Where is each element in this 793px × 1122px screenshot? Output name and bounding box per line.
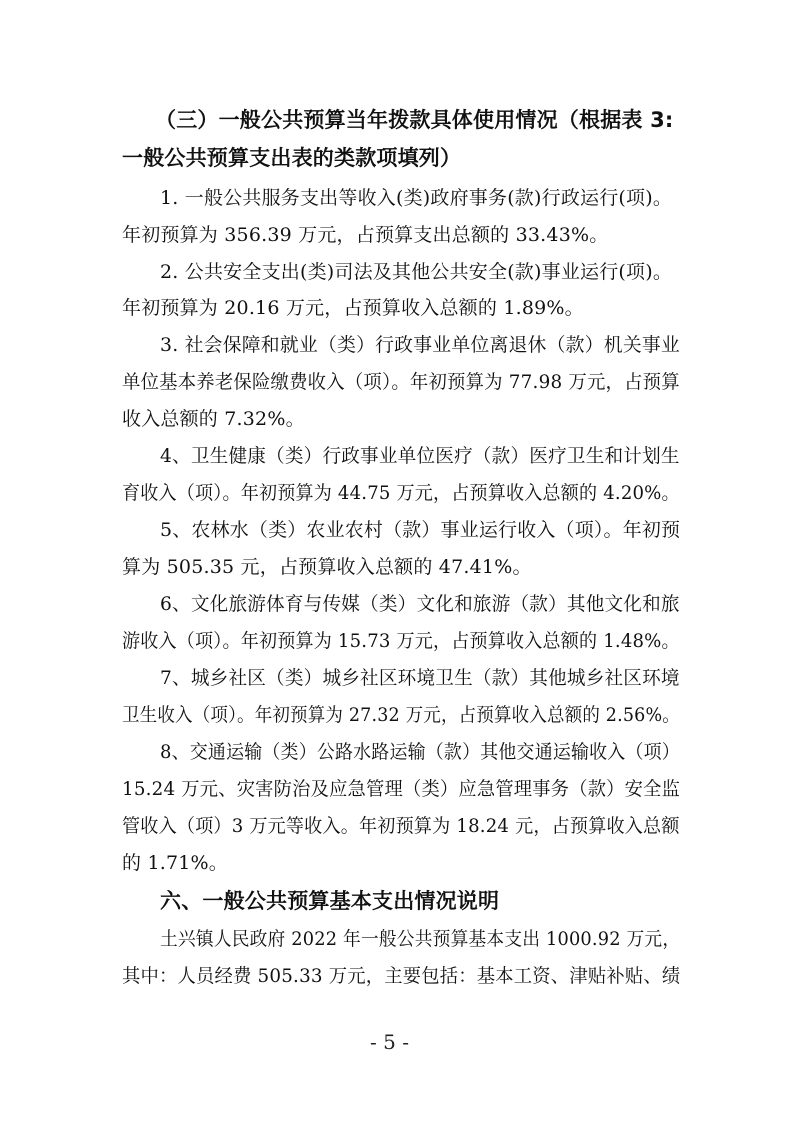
item-2-line-2: 年初预算为 20.16 万元，占预算收入总额的 1.89%。 xyxy=(122,297,584,319)
item-4-line-2: 育收入（项）。年初预算为 44.75 万元，占预算收入总额的 4.20%。 xyxy=(122,482,680,504)
section-3-heading-line-1: （三）一般公共预算当年拨款具体使用情况（根据表 3: xyxy=(155,108,674,132)
item-1-line-2: 年初预算为 356.39 万元，占预算支出总额的 33.43%。 xyxy=(122,224,609,246)
item-3-line-2: 单位基本养老保险缴费收入（项）。年初预算为 77.98 万元，占预算 xyxy=(122,371,680,393)
page-number: - 5 - xyxy=(370,1030,409,1054)
item-8-line-1: 8、交通运输（类）公路水路运输（款）其他交通运输收入（项） xyxy=(160,741,680,763)
item-3-line-3: 收入总额的 7.32%。 xyxy=(122,408,305,430)
item-8-line-2: 15.24 万元、灾害防治及应急管理（类）应急管理事务（款）安全监 xyxy=(122,778,681,800)
item-8-line-3: 管收入（项）3 万元等收入。年初预算为 18.24 元，占预算收入总额 xyxy=(122,815,680,837)
item-5-line-2: 算为 505.35 元，占预算收入总额的 47.41%。 xyxy=(122,556,532,578)
item-3-line-1: 3. 社会保障和就业（类）行政事业单位离退休（款）机关事业 xyxy=(160,334,681,356)
section-6-heading: 六、一般公共预算基本支出情况说明 xyxy=(160,889,500,913)
section-6-body-line-2: 其中：人员经费 505.33 万元，主要包括：基本工资、津贴补贴、绩 xyxy=(122,965,681,987)
item-7-line-1: 7、城乡社区（类）城乡社区环境卫生（款）其他城乡社区环境 xyxy=(160,667,680,689)
item-6-line-1: 6、文化旅游体育与传媒（类）文化和旅游（款）其他文化和旅 xyxy=(160,593,680,615)
section-6-body-line-1: 土兴镇人民政府 2022 年一般公共预算基本支出 1000.92 万元， xyxy=(160,928,681,950)
item-1-line-1: 1. 一般公共服务支出等收入(类)政府事务(款)行政运行(项)。 xyxy=(160,187,673,209)
item-2-line-1: 2. 公共安全支出(类)司法及其他公共安全(款)事业运行(项)。 xyxy=(160,261,673,283)
item-6-line-2: 游收入（项）。年初预算为 15.73 万元，占预算收入总额的 1.48%。 xyxy=(122,630,680,652)
item-5-line-1: 5、农林水（类）农业农村（款）事业运行收入（项）。年初预 xyxy=(160,519,681,541)
item-8-line-4: 的 1.71%。 xyxy=(122,852,228,874)
item-7-line-2: 卫生收入（项）。年初预算为 27.32 万元，占预算收入总额的 2.56%。 xyxy=(122,704,680,726)
item-4-line-1: 4、卫生健康（类）行政事业单位医疗（款）医疗卫生和计划生 xyxy=(160,445,680,467)
section-3-heading-line-2: 一般公共预算支出表的类款项填列） xyxy=(122,146,462,170)
